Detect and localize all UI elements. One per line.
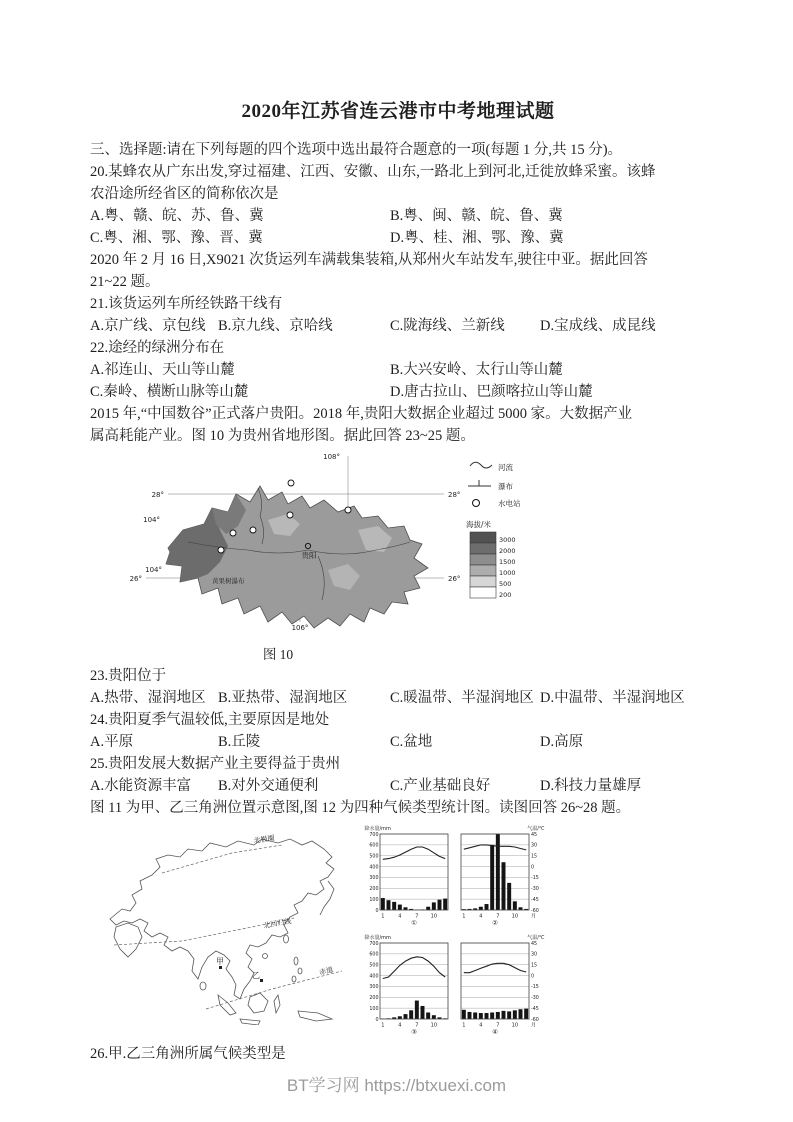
svg-text:200: 200 <box>369 996 379 1002</box>
philippine-island-2 <box>298 968 302 974</box>
svg-text:1: 1 <box>462 1022 466 1029</box>
hydro-legend-icon <box>473 500 480 507</box>
svg-text:300: 300 <box>369 985 379 991</box>
q23-option-a: A.热带、湿润地区 <box>90 690 206 706</box>
elev-value-2000: 2000 <box>499 547 516 555</box>
svg-text:月: 月 <box>531 1022 537 1029</box>
svg-text:500: 500 <box>369 854 379 860</box>
hainan-island <box>263 954 268 959</box>
coord-26-right: 26° <box>448 575 461 583</box>
svg-text:4: 4 <box>398 913 402 920</box>
coord-106: 106° <box>291 624 309 632</box>
delta-yi-marker <box>260 979 263 982</box>
arctic-circle-label: 北极圈 <box>253 834 276 845</box>
svg-text:-60: -60 <box>531 1017 539 1023</box>
japan-islands <box>320 881 334 915</box>
guizhou-terrain-map <box>108 450 568 642</box>
coord-104-upper: 104° <box>143 516 160 524</box>
climate-chart-slot-2 <box>457 825 545 932</box>
svg-text:-15: -15 <box>531 876 539 882</box>
svg-text:0: 0 <box>531 865 535 871</box>
hydro-marker-1 <box>288 480 294 486</box>
passage-23-line1: 2015 年,“中国数谷”正式落户贵阳。2018 年,贵阳大数据企业超过 5000 家。大数据产业 <box>90 406 633 422</box>
coord-104-lower: 104° <box>145 566 162 574</box>
q22-options-row1 <box>90 359 706 381</box>
coord-26-left: 26° <box>129 575 142 583</box>
site-watermark: BT学习网 https://btxuexi.com <box>286 1076 507 1095</box>
elev-box-1000 <box>470 565 496 576</box>
svg-text:降水量/mm: 降水量/mm <box>364 935 391 941</box>
q20-option-a: A.粤、赣、皖、苏、鲁、冀 <box>90 208 264 224</box>
q21-option-c: C.陇海线、兰新线 <box>390 318 505 334</box>
tropic-label: 北回归线 <box>262 917 292 930</box>
arabian-peninsula <box>114 923 142 957</box>
elev-box-3000 <box>470 532 496 543</box>
svg-text:7: 7 <box>415 1022 419 1029</box>
svg-text:1: 1 <box>462 913 466 920</box>
q22-option-b: B.大兴安岭、太行山等山麓 <box>390 362 563 378</box>
coord-28-right: 28° <box>448 491 461 499</box>
q25-option-b: B.对外交通便利 <box>218 778 319 794</box>
svg-text:500: 500 <box>369 963 379 969</box>
hydro-marker-3 <box>250 527 256 533</box>
svg-text:45: 45 <box>531 941 538 947</box>
legend-elevation-title: 海拔/米 <box>466 520 492 529</box>
q22-option-d: D.唐古拉山、巴颜喀拉山等山麓 <box>390 384 593 400</box>
page-title: 2020年江苏省连云港市中考地理试题 <box>241 101 555 122</box>
svg-text:30: 30 <box>531 952 538 958</box>
q25-option-c: C.产业基础良好 <box>390 778 491 794</box>
borneo-island <box>248 993 268 1013</box>
figure-10-caption: 图 10 <box>262 647 294 662</box>
asia-outline-map <box>102 823 350 1025</box>
sumatra-island <box>218 995 236 1015</box>
hydro-marker-6 <box>345 507 351 513</box>
q20-stem-line1: 20.某蜂农从广东出发,穿过福建、江西、安徽、山东,一路北上到河北,迁徙放蜂采蜜。该蜂 <box>90 164 656 180</box>
q24-stem: 24.贵阳夏季气温较低,主要原因是地处 <box>90 712 330 728</box>
svg-text:10: 10 <box>430 1022 438 1029</box>
q23-option-b: B.亚热带、湿润地区 <box>218 690 348 706</box>
svg-text:400: 400 <box>369 865 379 871</box>
java-island <box>240 1019 260 1025</box>
philippine-island-1 <box>294 957 298 965</box>
coord-28-left: 28° <box>151 491 164 499</box>
svg-text:-45: -45 <box>531 1006 539 1012</box>
newguinea-island <box>298 1011 332 1021</box>
svg-text:-30: -30 <box>531 887 539 893</box>
q21-option-b: B.京九线、京哈线 <box>218 318 333 334</box>
svg-text:气温/℃: 气温/℃ <box>527 935 545 941</box>
srilanka-island <box>200 982 206 990</box>
svg-text:①: ① <box>411 919 417 927</box>
asia-coastline <box>110 839 334 999</box>
svg-text:200: 200 <box>369 887 379 893</box>
svg-text:7: 7 <box>496 1022 500 1029</box>
climate-chart-② <box>457 825 545 927</box>
q20-options-row1 <box>90 205 706 227</box>
passage-21-line1: 2020 年 2 月 16 日,X9021 次货运列车满载集装箱,从郑州火车站发车,驶往中亚。据此回答 <box>90 252 648 268</box>
svg-text:②: ② <box>492 919 498 927</box>
svg-text:15: 15 <box>531 854 538 860</box>
svg-text:0: 0 <box>375 1017 379 1023</box>
svg-text:③: ③ <box>411 1028 417 1036</box>
q22-option-a: A.祁连山、天山等山麓 <box>90 362 235 378</box>
q20-option-d: D.粤、桂、湘、鄂、豫、冀 <box>390 230 564 246</box>
exam-content <box>90 96 706 1065</box>
svg-text:1: 1 <box>381 913 385 920</box>
svg-text:100: 100 <box>369 1006 379 1012</box>
q21-option-d: D.宝成线、成昆线 <box>540 318 656 334</box>
sulawesi-island <box>274 995 280 1013</box>
q22-options-row2 <box>90 381 706 403</box>
equator-label: 赤道 <box>318 965 335 977</box>
svg-text:1: 1 <box>381 1022 385 1029</box>
climate-chart-slot-1 <box>364 825 452 932</box>
guiyang-label: 贵阳 <box>301 551 317 560</box>
q24-options <box>90 731 706 753</box>
passage-21-line2: 21~22 题。 <box>90 274 160 290</box>
elev-value-3000: 3000 <box>499 536 516 544</box>
svg-text:100: 100 <box>369 897 379 903</box>
passage-23-line2: 属高耗能产业。图 10 为贵州省地形图。据此回答 23~25 题。 <box>90 428 475 444</box>
q25-option-d: D.科技力量雄厚 <box>540 778 642 794</box>
coord-108: 108° <box>323 453 340 461</box>
philippine-island-3 <box>292 976 296 982</box>
svg-text:10: 10 <box>511 1022 519 1029</box>
elev-value-1000: 1000 <box>499 569 516 577</box>
svg-text:-15: -15 <box>531 985 539 991</box>
svg-text:4: 4 <box>479 913 483 920</box>
svg-text:气温/℃: 气温/℃ <box>527 826 545 832</box>
river-legend-icon <box>470 462 492 468</box>
q21-stem: 21.该货运列车所经铁路干线有 <box>90 296 283 312</box>
figure-10-guizhou-map <box>108 450 568 663</box>
q23-options <box>90 687 706 709</box>
svg-text:7: 7 <box>415 913 419 920</box>
waterfall-site-label: 黄果树瀑布 <box>212 577 245 585</box>
svg-text:7: 7 <box>496 913 500 920</box>
svg-text:700: 700 <box>369 941 379 947</box>
q20-stem-line2: 农沿途所经省区的简称依次是 <box>90 186 279 202</box>
svg-text:400: 400 <box>369 974 379 980</box>
delta-jia-label: 甲 <box>216 957 224 966</box>
q26-stem: 26.甲.乙三角洲所属气候类型是 <box>90 1046 286 1062</box>
climate-chart-slot-3 <box>364 934 452 1041</box>
section-instructions: 三、选择题:请在下列每题的四个选项中选出最符合题意的一项(每题 1 分,共 15 分)。 <box>90 142 623 158</box>
hydro-marker-5 <box>218 547 224 553</box>
legend-waterfall-label: 瀑布 <box>498 482 513 491</box>
elev-value-200: 200 <box>499 591 512 599</box>
climate-chart-slot-4 <box>457 934 545 1041</box>
delta-yi-label: 乙 <box>252 971 260 980</box>
svg-text:月: 月 <box>531 913 537 920</box>
q22-stem: 22.途经的绿洲分布在 <box>90 340 225 356</box>
svg-text:④: ④ <box>492 1028 498 1036</box>
climate-chart-③ <box>364 934 452 1036</box>
svg-text:-30: -30 <box>531 996 539 1002</box>
q20-option-c: C.粤、湘、鄂、豫、晋、冀 <box>90 230 263 246</box>
svg-text:300: 300 <box>369 876 379 882</box>
elev-box-1500 <box>470 554 496 565</box>
elev-value-500: 500 <box>499 580 512 588</box>
climate-chart-① <box>364 825 452 927</box>
svg-text:600: 600 <box>369 952 379 958</box>
delta-jia-marker <box>219 966 222 969</box>
q24-option-c: C.盆地 <box>390 734 433 750</box>
q24-option-a: A.平原 <box>90 734 134 750</box>
q20-option-b: B.粤、闽、赣、皖、鲁、冀 <box>390 208 563 224</box>
svg-text:0: 0 <box>531 974 535 980</box>
q25-option-a: A.水能资源丰富 <box>90 778 192 794</box>
climate-charts-grid <box>364 825 545 1041</box>
svg-text:0: 0 <box>375 908 379 914</box>
q24-option-b: B.丘陵 <box>218 734 261 750</box>
svg-text:-45: -45 <box>531 897 539 903</box>
figure-11-12 <box>102 823 706 1041</box>
q23-option-d: D.中温带、半湿润地区 <box>540 690 685 706</box>
q23-stem: 23.贵阳位于 <box>90 668 167 684</box>
q21-options <box>90 315 706 337</box>
svg-text:4: 4 <box>479 1022 483 1029</box>
q22-option-c: C.秦岭、横断山脉等山麓 <box>90 384 249 400</box>
legend-river-label: 河流 <box>498 463 513 472</box>
elev-box-200 <box>470 587 496 598</box>
arctic-circle-line <box>162 845 282 873</box>
taiwan-island <box>284 935 289 943</box>
svg-text:4: 4 <box>398 1022 402 1029</box>
q24-option-d: D.高原 <box>540 734 584 750</box>
svg-text:-60: -60 <box>531 908 539 914</box>
climate-chart-④ <box>457 934 545 1036</box>
q25-stem: 25.贵阳发展大数据产业主要得益于贵州 <box>90 756 341 772</box>
svg-text:700: 700 <box>369 832 379 838</box>
svg-text:降水量/mm: 降水量/mm <box>364 826 391 832</box>
q21-option-a: A.京广线、京包线 <box>90 318 206 334</box>
elev-box-500 <box>470 576 496 587</box>
svg-text:10: 10 <box>511 913 519 920</box>
svg-text:600: 600 <box>369 843 379 849</box>
q25-options <box>90 775 706 797</box>
elev-box-2000 <box>470 543 496 554</box>
svg-text:10: 10 <box>430 913 438 920</box>
svg-text:30: 30 <box>531 843 538 849</box>
elev-value-1500: 1500 <box>499 558 516 566</box>
hydro-marker-2 <box>287 512 293 518</box>
legend-hydro-label: 水电站 <box>498 499 521 508</box>
svg-text:15: 15 <box>531 963 538 969</box>
passage-26-line1: 图 11 为甲、乙三角洲位置示意图,图 12 为四种气候类型统计图。读图回答 26~28 题。 <box>90 800 631 816</box>
q23-option-c: C.暖温带、半湿润地区 <box>390 690 534 706</box>
q20-options-row2 <box>90 227 706 249</box>
svg-text:45: 45 <box>531 832 538 838</box>
hydro-marker-4 <box>230 530 236 536</box>
